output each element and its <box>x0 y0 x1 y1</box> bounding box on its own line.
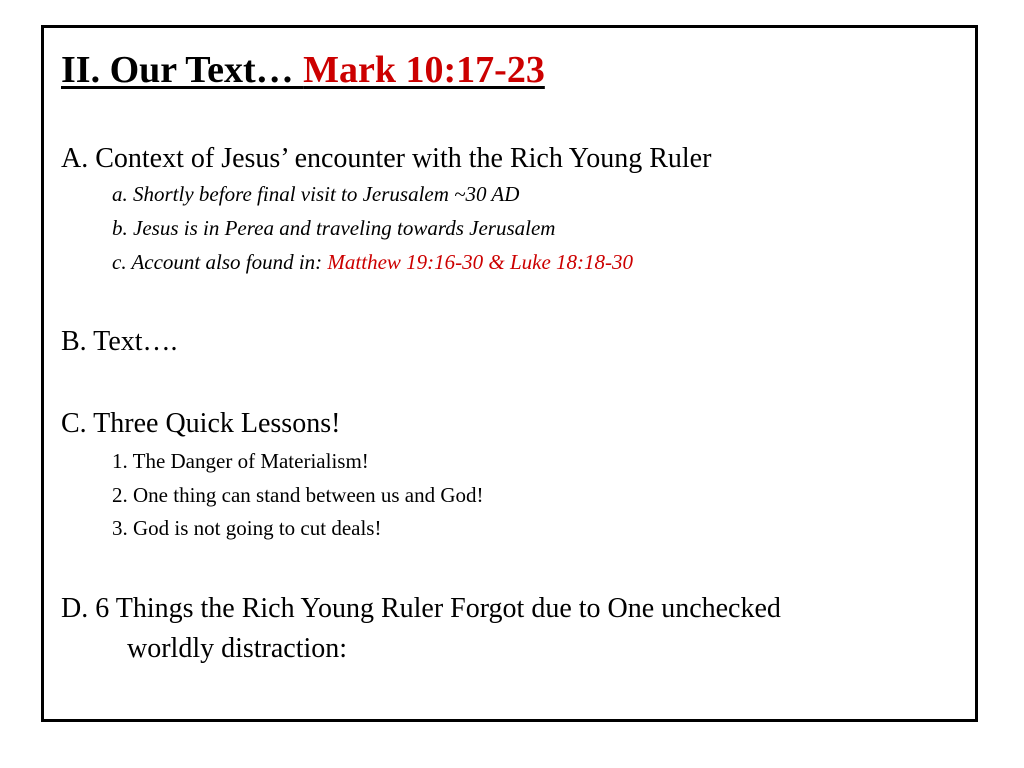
section-c-heading: C. Three Quick Lessons! <box>61 408 341 439</box>
section-c-item-2: 2. One thing can stand between us and God! <box>112 483 484 507</box>
section-a-heading: A. Context of Jesus’ encounter with the Rich Young Ruler <box>61 143 712 174</box>
section-d-heading-line2: worldly distraction: <box>127 633 348 664</box>
section-c-item-1: 1. The Danger of Materialism! <box>112 449 369 473</box>
section-c-item-3: 3. God is not going to cut deals! <box>112 516 382 540</box>
section-a-item-c-text: c. Account also found in: <box>112 250 328 274</box>
section-d-heading-line1: D. 6 Things the Rich Young Ruler Forgot due to One unchecked <box>61 593 781 624</box>
title-prefix: II. Our Text… <box>61 49 304 91</box>
section-a-item-c-reference: Matthew 19:16-30 & Luke 18:18-30 <box>327 250 634 274</box>
section-a-item-c <box>112 249 633 276</box>
slide-title <box>61 44 545 96</box>
section-b-heading: B. Text…. <box>61 326 178 357</box>
title-scripture-reference: Mark 10:17-23 <box>303 49 545 91</box>
section-a-item-a: a. Shortly before final visit to Jerusalem ~30 AD <box>112 182 520 206</box>
section-a-item-b: b. Jesus is in Perea and traveling towards Jerusalem <box>112 216 556 240</box>
